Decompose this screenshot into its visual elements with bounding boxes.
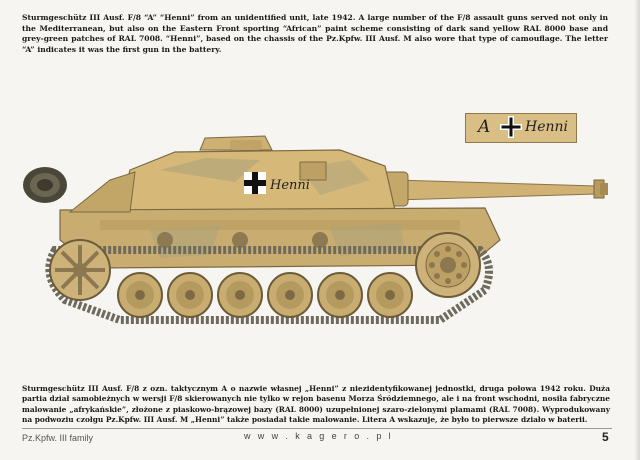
marking-tactical-letter: A xyxy=(478,117,491,137)
road-wheel xyxy=(318,273,362,317)
hull-vehicle-name: Henni xyxy=(270,178,310,193)
road-wheel xyxy=(118,273,162,317)
stug-iii-illustration xyxy=(0,100,640,350)
road-wheels xyxy=(118,273,412,317)
marking-vehicle-name: Henni xyxy=(525,119,569,135)
rear-muffler xyxy=(23,167,67,203)
caption-polish: Sturmgeschütz III Ausf. F/8 z ozn. taktycznym A o nazwie własnej „Henni” z niezidentyfikowanej jednostki, druga połowa 1942 roku. Duża partia dział samobieżnych w wersji F/8 skierowanych nie tylko w rejon basenu Morza Śródziemnego, ale i na front wschodni, nosiła fabryczne malowanie „afrykańskie”, złożone z piaskowo-brązowej bazy (RAL 8000) uzupełnionej szaro-zielonymi plamami (RAL 7008). Wyprodukowany na podwoziu czołgu Pz.Kpfw. III Ausf. M „Henni” także posiadał takie malowanie. Litera A wskazuje, że było to pierwsze działo w baterii. xyxy=(22,384,610,424)
road-wheel xyxy=(268,273,312,317)
main-gun xyxy=(378,172,608,206)
page-number: 5 xyxy=(602,430,609,444)
road-wheel xyxy=(168,273,212,317)
road-wheel xyxy=(368,273,412,317)
caption-english: Sturmgeschütz III Ausf. F/8 “A” “Henni” from an unidentified unit, late 1942. A large number of the F/8 assault guns served not only in the Mediterranean, but also on the Eastern Front sporting “African” paint scheme consisting of dark sand yellow RAL 8000 base and grey-green patches of RAL 7008. “Henni”, based on the chassis of the Pz.Kpfw. III Ausf. M also wore that type of camouflage. The letter “A” indicates it was the first gun in the battery. xyxy=(22,13,608,54)
footer-divider xyxy=(22,428,612,429)
series-title: Pz.Kpfw. III family xyxy=(22,433,94,443)
publisher-url: w w w . k a g e r o . p l xyxy=(244,431,394,441)
drive-sprocket xyxy=(416,233,480,297)
road-wheel xyxy=(218,273,262,317)
rear-idler-wheel xyxy=(50,240,110,300)
